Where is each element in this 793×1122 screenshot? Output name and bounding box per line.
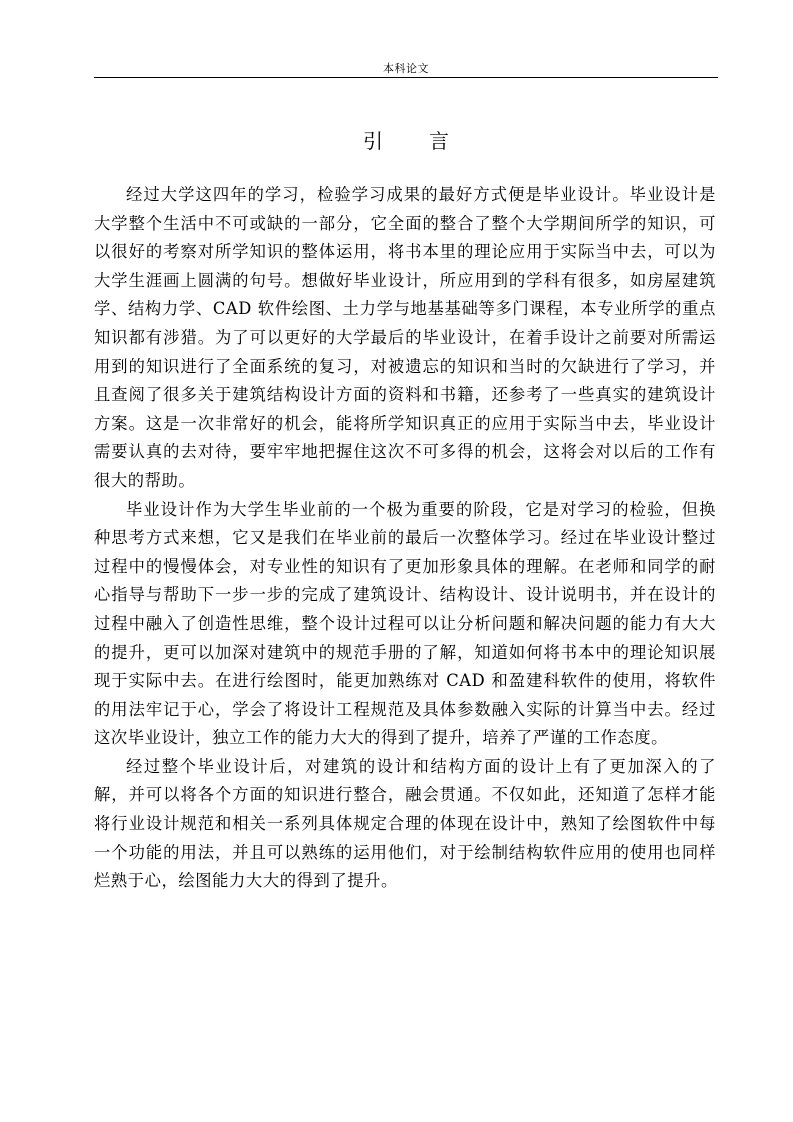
header-divider — [94, 77, 718, 78]
paragraph-3: 经过整个毕业设计后，对建筑的设计和结构方面的设计上有了更加深入的了解，并可以将各个方面的知识进行整合，融会贯通。不仅如此，还知道了怎样才能将行业设计规范和相关一系列具体规定合理的体现在设计中，熟知了绘图软件中每一个功能的用法，并且可以熟练的运用他们，对于绘制结构软件应用的使用也同样烂熟于心，绘图能力大大的得到了提升。 — [94, 756, 716, 891]
paragraph-1: 经过大学这四年的学习，检验学习成果的最好方式便是毕业设计。毕业设计是大学整个生活中不可或缺的一部分，它全面的整合了整个大学期间所学的知识，可以很好的考察对所学知识的整体运用，将书本里的理论应用于实际当中去，可以为大学生涯画上圆满的句号。想做好毕业设计，所应用到的学科有很多，如房屋建筑学、结构力学、CAD 软件绘图、土力学与地基基础等多门课程，本专业所学的重点知识都有涉猎。为了可以更好的大学最后的毕业设计，在着手设计之前要对所需运用到的知识进行了全面系统的复习，对被遗忘的知识和当时的欠缺进行了学习，并且查阅了很多关于建筑结构设计方面的资料和书籍，还参考了一些真实的建筑设计方案。这是一次非常好的机会，能将所学知识真正的应用于实际当中去，毕业设计需要认真的去对待，要牢牢地把握住这次不可多得的机会，这将会对以后的工作有很大的帮助。 — [94, 185, 716, 490]
body-text — [94, 181, 716, 896]
running-header: 本科论文 — [383, 62, 429, 75]
paragraph-2: 毕业设计作为大学生毕业前的一个极为重要的阶段，它是对学习的检验，但换种思考方式来想，它又是我们在毕业前的最后一次整体学习。经过在毕业设计整过过程中的慢慢体会，对专业性的知识有了更加形象具体的理解。在老师和同学的耐心指导与帮助下一步一步的完成了建筑设计、结构设计、设计说明书，并在设计的过程中融入了创造性思维，整个设计过程可以让分析问题和解决问题的能力有大大的提升，更可以加深对建筑中的规范手册的了解，知道如何将书本中的理论知识展现于实际中去。在进行绘图时，能更加熟练对 CAD 和盈建科软件的使用，将软件的用法牢记于心，学会了将设计工程规范及具体参数融入实际的计算当中去。经过这次毕业设计，独立工作的能力大大的得到了提升，培养了严谨的工作态度。 — [94, 499, 716, 748]
section-title: 引言 — [363, 129, 495, 153]
